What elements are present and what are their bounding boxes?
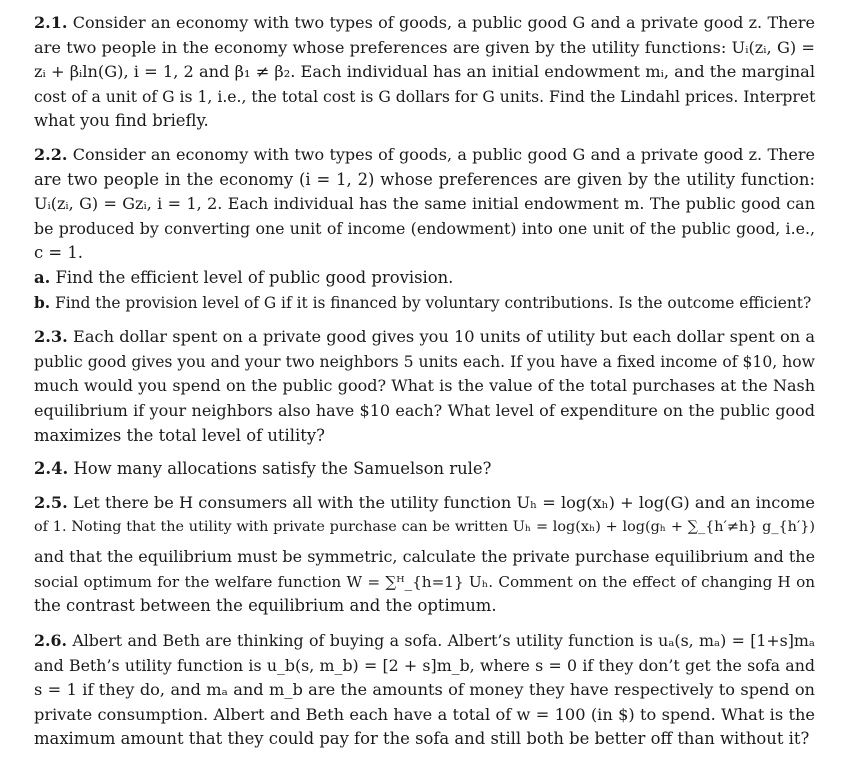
problem-2-5 [34, 491, 815, 619]
problem-2-3 [34, 325, 815, 448]
problem-line: the contrast between the equilibrium and the optimum. [34, 596, 497, 616]
problem-number: 2.4. [34, 459, 69, 479]
problem-line: zᵢ + βᵢln(G), i = 1, 2 and β₁ ≠ β₂. Each individual has an initial endowment mᵢ, and the marginal [34, 62, 815, 82]
problem-2-2 [34, 143, 815, 315]
part-label: b. [34, 293, 51, 312]
problem-2-1 [34, 11, 815, 134]
problem-2-6 [34, 629, 815, 752]
problem-line: c = 1. [34, 243, 83, 263]
problem-line: of 1. Noting that the utility with private purchase can be written Uₕ = log(xₕ) + log(gₕ + ∑_{h′≠h} g_{h′}) [34, 519, 815, 536]
problem-line: Uᵢ(zᵢ, G) = Gzᵢ, i = 1, 2. Each individual has the same initial endowment m. The public good can [34, 194, 815, 214]
problem-line: be produced by converting one unit of income (endowment) into one unit of the public good, i.e., [34, 218, 815, 238]
problem-number: 2.5. [34, 492, 68, 512]
problem-line: maximizes the total level of utility? [34, 425, 325, 445]
problem-number: 2.2. [34, 144, 68, 164]
problem-line: social optimum for the welfare function W = ∑ᴴ_{h=1} Uₕ. Comment on the effect of changing H on [34, 572, 815, 591]
problem-part-a: a. Find the efficient level of public good provision. [34, 267, 454, 287]
problem-line: equilibrium if your neighbors also have $10 each? What level of expenditure on the public good [34, 400, 815, 420]
problem-number: 2.6. [34, 631, 67, 651]
problem-line: and that the equilibrium must be symmetric, calculate the private purchase equilibrium and the [34, 547, 816, 567]
problem-line: are two people in the economy (i = 1, 2) whose preferences are given by the utility function: [34, 169, 815, 189]
problem-part-b: b. Find the provision level of G if it is financed by voluntary contributions. Is the outcome efficient? [34, 293, 812, 312]
problem-line: are two people in the economy whose preferences are given by the utility functions: Uᵢ(zᵢ, G) = [34, 37, 815, 57]
problem-line: maximum amount that they could pay for the sofa and still both be better off than without it? [34, 729, 810, 749]
problem-number: 2.1. [34, 13, 68, 32]
problem-number: 2.3. [34, 327, 68, 347]
problem-line: 2.5. Let there be H consumers all with the utility function Uₕ = log(xₕ) + log(G) and an income [34, 492, 815, 512]
problem-line: private consumption. Albert and Beth each have a total of w = 100 (in $) to spend. What is the [34, 704, 815, 724]
problem-line: public good gives you and your two neighbors 5 units each. If you have a fixed income of $10, how [34, 352, 815, 371]
problem-line: 2.4. How many allocations satisfy the Samuelson rule? [34, 459, 492, 479]
problem-line: 2.1. Consider an economy with two types of goods, a public good G and a private good z. There [34, 13, 816, 32]
problem-line: what you find briefly. [34, 111, 209, 131]
problem-2-4 [34, 457, 815, 482]
problem-line: 2.6. Albert and Beth are thinking of buying a sofa. Albert’s utility function is uₐ(s, mₐ) = [1+s]mₐ [34, 631, 815, 651]
problem-line: 2.3. Each dollar spent on a private good gives you 10 units of utility but each dollar spent on a [34, 327, 815, 347]
problem-line: 2.2. Consider an economy with two types of goods, a public good G and a private good z. There [34, 144, 816, 164]
part-label: a. [34, 267, 51, 287]
problem-line: much would you spend on the public good? What is the value of the total purchases at the Nash [34, 376, 815, 396]
problem-line: cost of a unit of G is 1, i.e., the total cost is G dollars for G units. Find the Lindahl prices. Interpret [34, 87, 816, 106]
problem-line: s = 1 if they do, and mₐ and m_b are the amounts of money they have respectively to spend on [34, 680, 815, 700]
problem-line: and Beth’s utility function is u_b(s, m_b) = [2 + s]m_b, where s = 0 if they don’t get the sofa and [34, 655, 815, 675]
